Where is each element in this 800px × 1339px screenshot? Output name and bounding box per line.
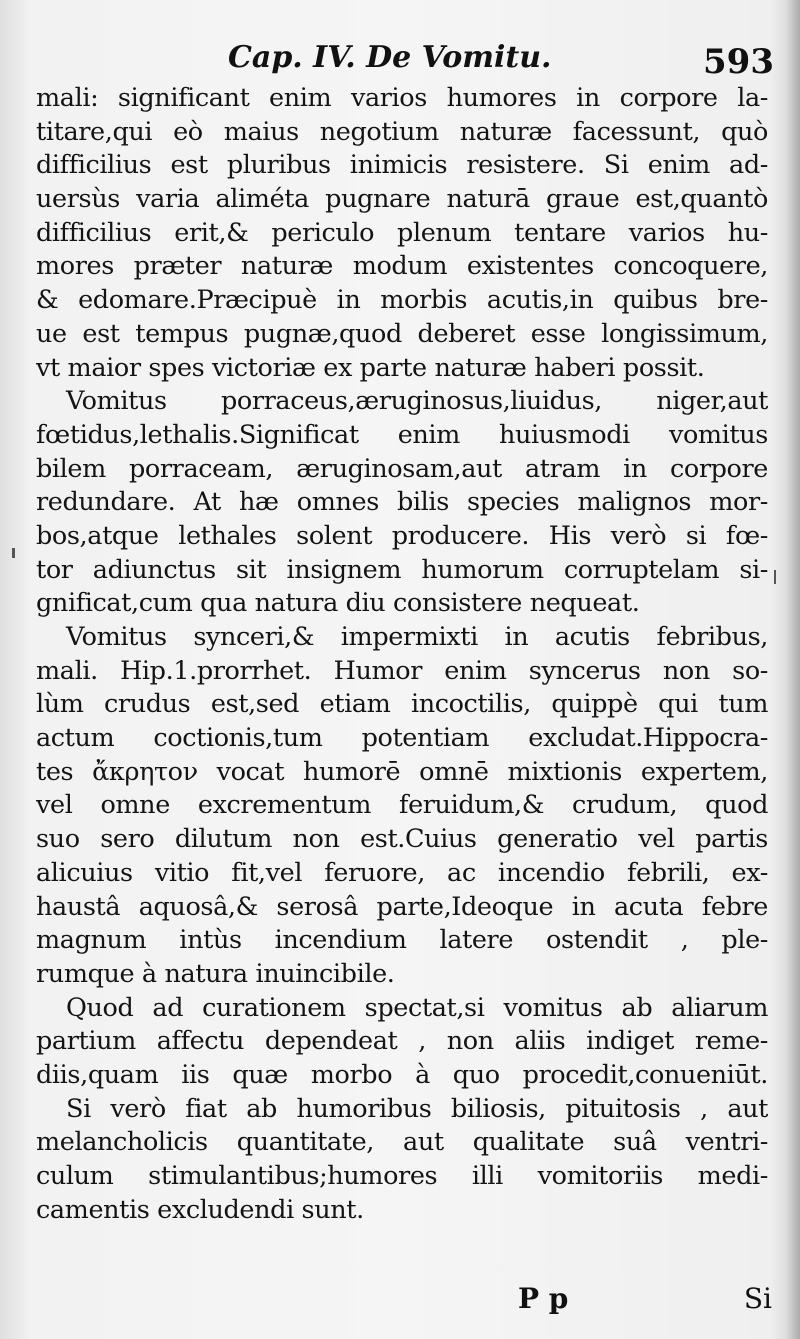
- text-line: haustâ aquosâ,& serosâ parte,Ideoque in acuta febre: [36, 891, 768, 922]
- signature-mark: P p: [518, 1282, 569, 1315]
- text-line: difficilius est pluribus inimicis resistere. Si enim ad-: [36, 150, 768, 181]
- page-gutter-shadow: [786, 0, 800, 1339]
- text-line: mores præter naturæ modum existentes concoquere,: [36, 251, 768, 282]
- text-line: ue est tempus pugnæ,quod deberet esse longissimum,: [36, 318, 768, 349]
- text-line: suo sero dilutum non est.Cuius generatio vel partis: [36, 824, 768, 855]
- margin-mark: [12, 548, 15, 558]
- text-line: fœtidus,lethalis.Significat enim huiusmodi vomitus: [36, 419, 768, 450]
- text-line: rumque à natura inuincibile.: [36, 958, 395, 989]
- text-line: bilem porraceam, æruginosam,aut atram in corpore: [36, 453, 768, 484]
- text-line: vt maior spes victoriæ ex parte naturæ haberi possit.: [36, 352, 705, 383]
- text-line: lùm crudus est,sed etiam incoctilis, quippè qui tum: [36, 689, 768, 720]
- page-header: [0, 40, 800, 84]
- text-line: titare,qui eò maius negotium naturæ facessunt, quò: [36, 116, 768, 147]
- text-line: mali: significant enim varios humores in corpore la-: [36, 83, 768, 113]
- text-line: partium affectu dependeat , non aliis indiget reme-: [36, 1026, 768, 1057]
- text-line: gnificat,cum qua natura diu consistere nequeat.: [36, 588, 640, 619]
- text-line: & edomare.Præcipuè in morbis acutis,in quibus bre-: [36, 285, 768, 316]
- margin-mark: [774, 570, 776, 584]
- text-line: culum stimulantibus;humores illi vomitoriis medi-: [36, 1161, 768, 1191]
- text-line: melancholicis quantitate, aut qualitate suâ ventri-: [36, 1127, 768, 1158]
- text-line: redundare. At hæ omnes bilis species malignos mor-: [36, 487, 768, 518]
- text-line: magnum intùs incendium latere ostendit , ple-: [36, 925, 768, 956]
- text-line: diis,quam iis quæ morbo à quo procedit,conueniūt.: [36, 1059, 768, 1090]
- text-line: mali. Hip.1.prorrhet. Humor enim syncerus non so-: [36, 655, 768, 686]
- page-number: 593: [703, 42, 774, 82]
- catchword: Si: [743, 1282, 772, 1315]
- text-line: vel omne excrementum feruidum,& crudum, quod: [36, 790, 768, 821]
- text-line: uersùs varia aliméta pugnare naturā graue est,quantò: [36, 184, 768, 215]
- text-line: difficilius erit,& periculo plenum tentare varios hu-: [36, 217, 768, 248]
- paragraph-start-line: Vomitus porraceus,æruginosus,liuidus, niger,aut: [66, 386, 768, 417]
- text-line: bos,atque lethales solent producere. His verò si fœ-: [36, 520, 768, 551]
- paragraph-start-line: Si verò fiat ab humoribus biliosis, pituitosis , aut: [66, 1093, 768, 1124]
- paragraph-start-line: Quod ad curationem spectat,si vomitus ab aliarum: [66, 992, 768, 1023]
- paragraph-start-line: Vomitus synceri,& impermixti in acutis febribus,: [66, 622, 768, 652]
- text-line: tor adiunctus sit insignem humorum corruptelam si-: [36, 554, 768, 585]
- text-line: alicuius vitio fit,vel feruore, ac incendio febrili, ex-: [36, 857, 768, 888]
- text-line: camentis excludendi sunt.: [36, 1194, 364, 1225]
- body-text: [36, 82, 768, 1227]
- text-line: tes ἄκρητον vocat humorē omnē mixtionis expertem,: [36, 756, 768, 787]
- text-line: actum coctionis,tum potentiam excludat.Hippocra-: [36, 723, 768, 754]
- running-head: Cap. IV. De Vomitu.: [228, 40, 552, 75]
- page-footer: [0, 1282, 800, 1322]
